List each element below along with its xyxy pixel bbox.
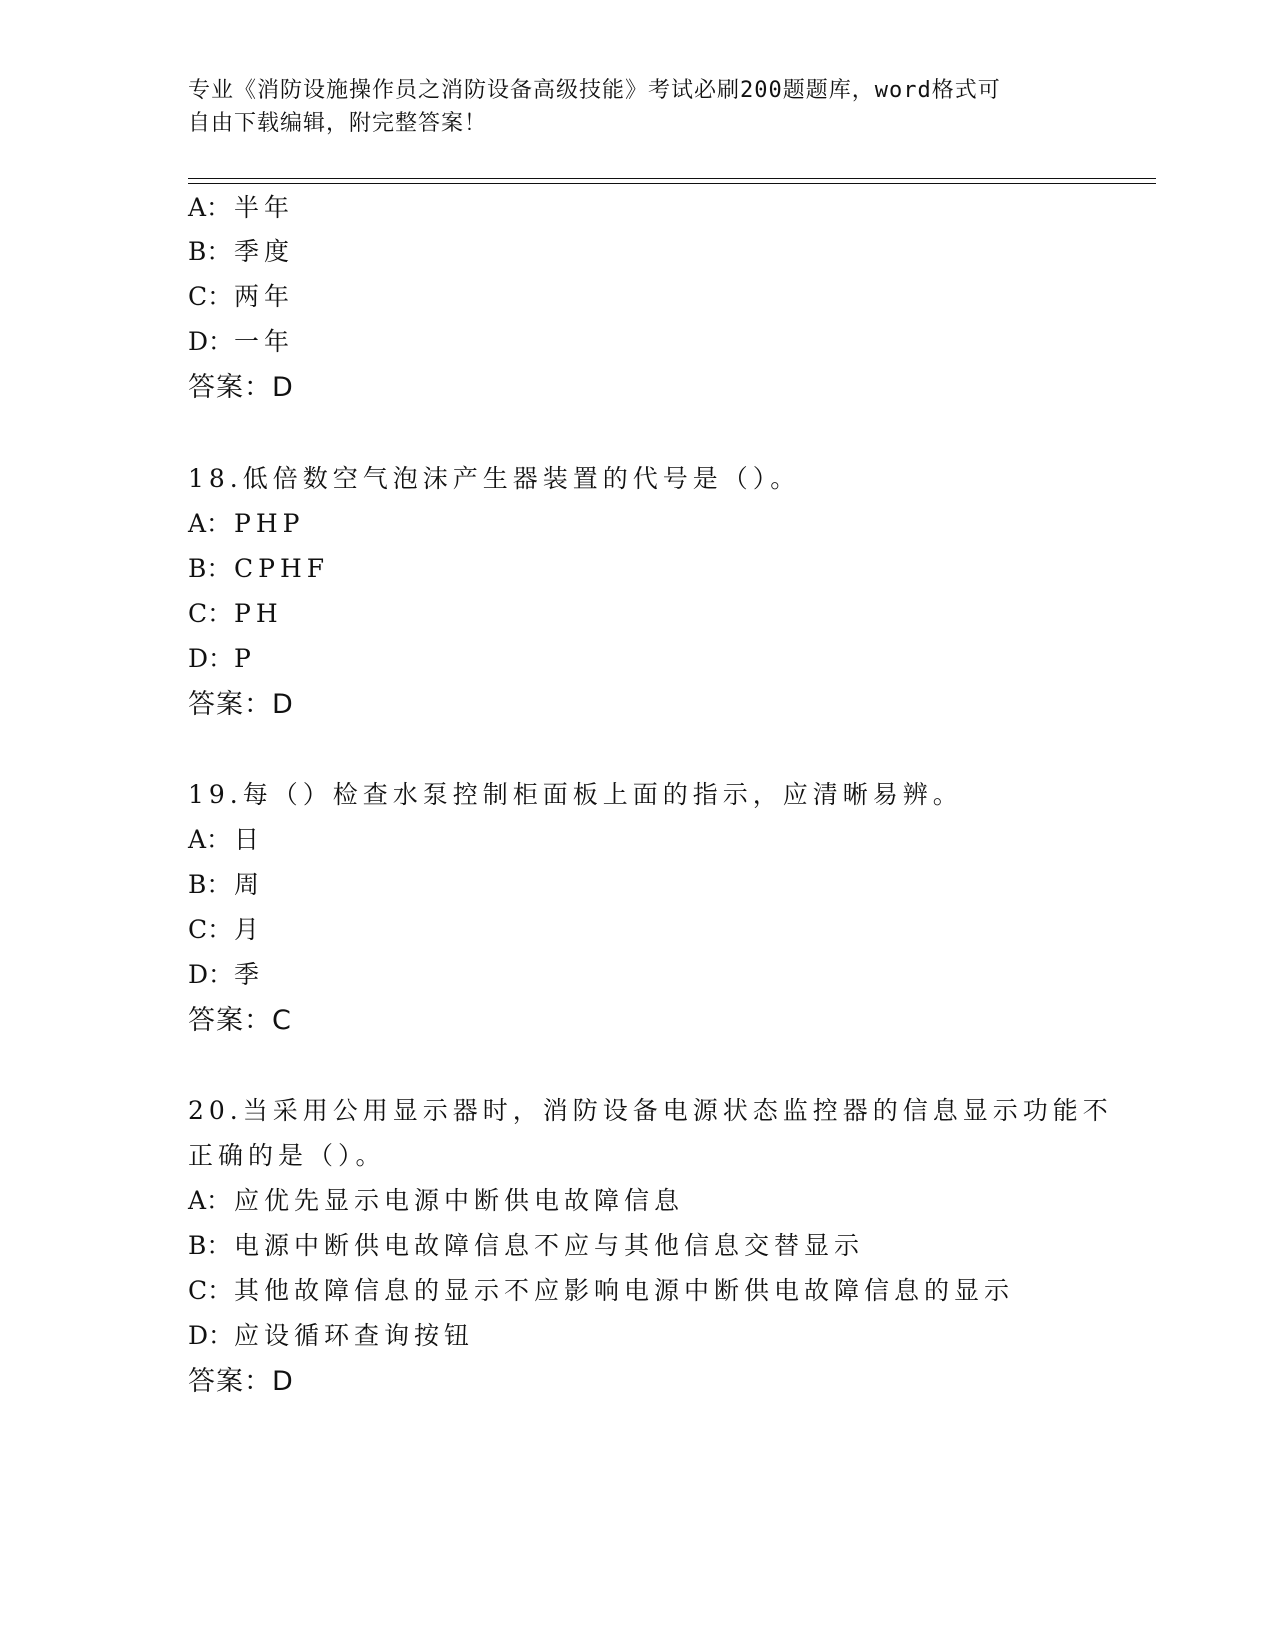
option-a (188, 1184, 684, 1218)
option-text: 季度 (234, 237, 295, 266)
question-text-line-2: 正确的是（）。 (188, 1141, 386, 1170)
answer-label: 答案：D (188, 1366, 294, 1397)
option-a (188, 191, 294, 225)
option-b (188, 552, 329, 586)
option-text: 一年 (234, 327, 295, 356)
option-text: P (234, 644, 256, 673)
option-c (188, 913, 264, 947)
option-letter: D： (188, 960, 234, 989)
option-text: CPHF (234, 554, 330, 583)
option-letter: B： (188, 870, 232, 899)
option-b (188, 1229, 864, 1263)
document-header (188, 74, 1088, 140)
option-letter: B： (188, 1231, 232, 1260)
option-c (188, 280, 294, 314)
option-letter: B： (188, 237, 232, 266)
option-text: 日 (234, 825, 265, 854)
header-rule-top (188, 178, 1156, 179)
question-text: 19.每（）检查水泵控制柜面板上面的指示，应清晰易辨。 (188, 780, 963, 809)
option-text: 季 (234, 960, 265, 989)
option-c (188, 1274, 1014, 1308)
question-text: 18.低倍数空气泡沫产生器装置的代号是（）。 (188, 464, 801, 493)
answer-label: 答案：D (188, 372, 294, 403)
option-letter: C： (188, 599, 233, 628)
option-b (188, 868, 264, 902)
option-d (188, 642, 256, 676)
option-b (188, 235, 294, 269)
option-c (188, 597, 283, 631)
option-letter: D： (188, 644, 234, 673)
option-text: 周 (234, 870, 265, 899)
option-letter: C： (188, 1276, 233, 1305)
option-d (188, 1319, 474, 1353)
header-line-2: 自由下载编辑，附完整答案！ (188, 111, 488, 136)
option-letter: B： (188, 554, 232, 583)
header-line-1: 专业《消防设施操作员之消防设备高级技能》考试必刷200题题库，word格式可 (188, 78, 1001, 103)
option-letter: A： (188, 509, 232, 538)
option-letter: A： (188, 1186, 232, 1215)
option-letter: A： (188, 193, 232, 222)
answer-label: 答案：C (188, 1005, 292, 1036)
option-a (188, 507, 304, 541)
option-text: PH (234, 599, 283, 628)
option-d (188, 958, 264, 992)
option-letter: C： (188, 915, 233, 944)
option-letter: D： (188, 327, 234, 356)
option-text: 电源中断供电故障信息不应与其他信息交替显示 (234, 1231, 865, 1260)
option-letter: C： (188, 282, 233, 311)
option-text: 应优先显示电源中断供电故障信息 (234, 1186, 685, 1215)
option-text: 应设循环查询按钮 (234, 1321, 475, 1350)
option-a (188, 823, 264, 857)
option-text: PHP (234, 509, 305, 538)
option-text: 两年 (234, 282, 295, 311)
answer-label: 答案：D (188, 689, 294, 720)
option-text: 半年 (234, 193, 295, 222)
option-letter: D： (188, 1321, 234, 1350)
header-rule-bottom (188, 183, 1156, 184)
option-text: 月 (234, 915, 265, 944)
option-text: 其他故障信息的显示不应影响电源中断供电故障信息的显示 (234, 1276, 1015, 1305)
option-d (188, 325, 294, 359)
question-text-line-1: 20.当采用公用显示器时，消防设备电源状态监控器的信息显示功能不 (188, 1096, 1113, 1125)
option-letter: A： (188, 825, 232, 854)
